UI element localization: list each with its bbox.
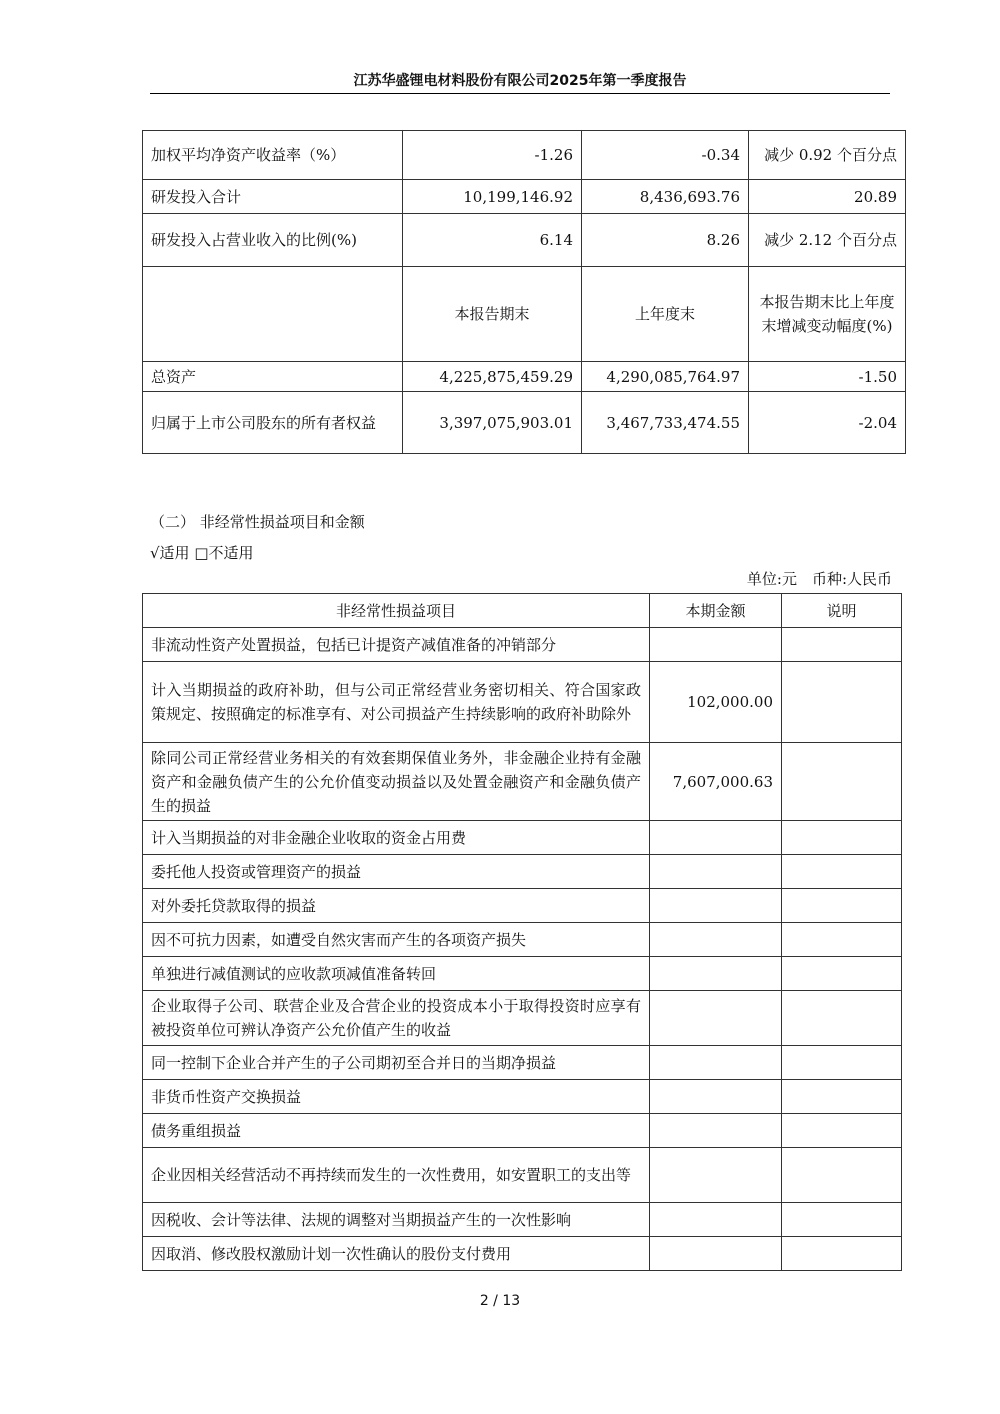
amount-cell [650,1237,782,1271]
current-value: 4,225,875,459.29 [403,362,582,392]
prior-value: 3,467,733,474.55 [582,392,749,454]
table-header-row [143,594,902,628]
item-cell: 除同公司正常经营业务相关的有效套期保值业务外，非金融企业持有金融资产和金融负债产生的公允价值变动损益以及处置金融资产和金融负债产生的损益 [143,743,650,821]
prior-value: 8,436,693.76 [582,180,749,214]
amount-cell [650,1203,782,1237]
prior-value: 4,290,085,764.97 [582,362,749,392]
table-row [143,923,902,957]
note-cell [782,1114,902,1148]
item-cell: 非流动性资产处置损益，包括已计提资产减值准备的冲销部分 [143,628,650,662]
current-value: -1.26 [403,131,582,180]
note-cell [782,628,902,662]
note-cell [782,662,902,743]
note-cell [782,821,902,855]
amount-cell [650,1046,782,1080]
change-value: -2.04 [749,392,906,454]
note-cell [782,1237,902,1271]
note-cell [782,923,902,957]
table-row [143,1148,902,1203]
note-cell [782,957,902,991]
note-cell [782,743,902,821]
amount-cell [650,957,782,991]
item-cell: 单独进行减值测试的应收款项减值准备转回 [143,957,650,991]
table-row [143,180,906,214]
note-cell [782,1203,902,1237]
amount-cell [650,1148,782,1203]
item-cell: 企业取得子公司、联营企业及合营企业的投资成本小于取得投资时应享有被投资单位可辨认净资产公允价值产生的收益 [143,991,650,1046]
amount-cell [650,1114,782,1148]
table-row [143,131,906,180]
amount-cell [650,889,782,923]
key-metrics-table [142,130,906,454]
note-cell [782,1080,902,1114]
table-row [143,1237,902,1271]
amount-cell [650,855,782,889]
note-cell [782,991,902,1046]
table-row [143,1046,902,1080]
item-cell: 债务重组损益 [143,1114,650,1148]
table-row [143,821,902,855]
subheader-current: 本报告期末 [403,267,582,362]
table-row [143,957,902,991]
amount-cell [650,821,782,855]
table-row [143,743,902,821]
header-item: 非经常性损益项目 [143,594,650,628]
row-label: 归属于上市公司股东的所有者权益 [143,392,403,454]
item-cell: 委托他人投资或管理资产的损益 [143,855,650,889]
item-cell: 非货币性资产交换损益 [143,1080,650,1114]
table-row [143,1080,902,1114]
table-row [143,855,902,889]
subheader-change: 本报告期末比上年度末增减变动幅度(%) [749,267,906,362]
table-row [143,362,906,392]
note-cell [782,1046,902,1080]
prior-value: -0.34 [582,131,749,180]
applicability-line: √适用 □不适用 [150,544,254,562]
row-label: 研发投入占营业收入的比例(%) [143,214,403,267]
table-row [143,1203,902,1237]
page-number: 2 / 13 [479,1293,521,1309]
table-subheader-row [143,267,906,362]
header-note: 说明 [782,594,902,628]
non-recurring-items-table [142,593,902,1271]
report-header-title: 江苏华盛锂电材料股份有限公司2025年第一季度报告 [353,73,687,89]
amount-cell [650,1080,782,1114]
table-row [143,392,906,454]
change-value: 减少 0.92 个百分点 [749,131,906,180]
amount-cell [650,991,782,1046]
section-title: （二） 非经常性损益项目和金额 [150,513,365,531]
item-cell: 因不可抗力因素，如遭受自然灾害而产生的各项资产损失 [143,923,650,957]
row-label: 研发投入合计 [143,180,403,214]
table-row [143,991,902,1046]
prior-value: 8.26 [582,214,749,267]
current-value: 3,397,075,903.01 [403,392,582,454]
amount-cell: 102,000.00 [650,662,782,743]
item-cell: 因税收、会计等法律、法规的调整对当期损益产生的一次性影响 [143,1203,650,1237]
note-cell [782,889,902,923]
item-cell: 计入当期损益的政府补助，但与公司正常经营业务密切相关、符合国家政策规定、按照确定的标准享有、对公司损益产生持续影响的政府补助除外 [143,662,650,743]
table-row [143,628,902,662]
item-cell: 企业因相关经营活动不再持续而发生的一次性费用，如安置职工的支出等 [143,1148,650,1203]
row-label: 总资产 [143,362,403,392]
amount-cell [650,628,782,662]
header-rule [150,93,890,94]
note-cell [782,855,902,889]
row-label: 加权平均净资产收益率（%） [143,131,403,180]
item-cell: 同一控制下企业合并产生的子公司期初至合并日的当期净损益 [143,1046,650,1080]
item-cell: 因取消、修改股权激励计划一次性确认的股份支付费用 [143,1237,650,1271]
table-row [143,889,902,923]
item-cell: 对外委托贷款取得的损益 [143,889,650,923]
subheader-prior: 上年度末 [582,267,749,362]
header-amount: 本期金额 [650,594,782,628]
subheader-item [143,267,403,362]
change-value: -1.50 [749,362,906,392]
amount-cell [650,923,782,957]
table-row [143,1114,902,1148]
unit-currency-label: 单位:元 币种:人民币 [746,570,892,588]
table-row [143,214,906,267]
current-value: 6.14 [403,214,582,267]
note-cell [782,1148,902,1203]
change-value: 减少 2.12 个百分点 [749,214,906,267]
amount-cell: 7,607,000.63 [650,743,782,821]
current-value: 10,199,146.92 [403,180,582,214]
table-row [143,662,902,743]
change-value: 20.89 [749,180,906,214]
item-cell: 计入当期损益的对非金融企业收取的资金占用费 [143,821,650,855]
